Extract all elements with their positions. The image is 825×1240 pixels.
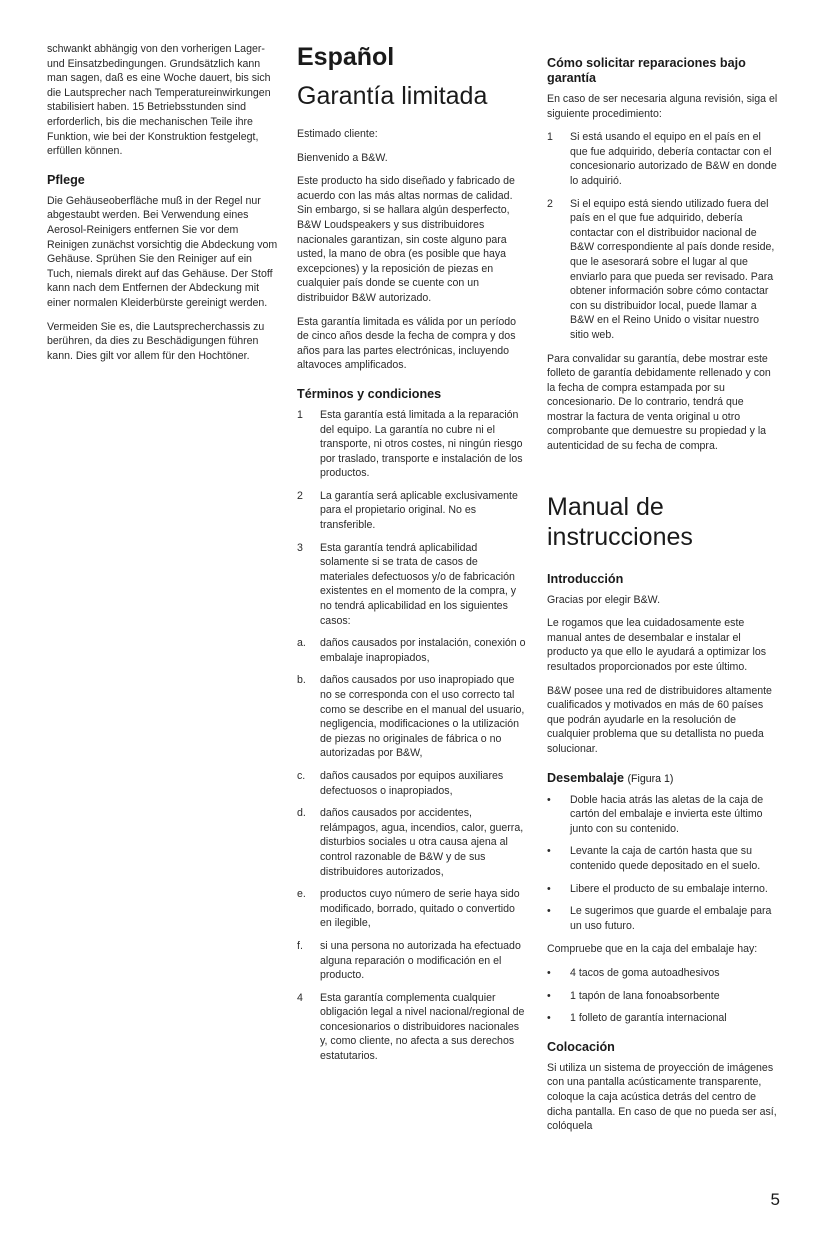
list-item-text: daños causados por uso inapropiado que no se corresponda con el uso correcto tal como se describe en el manual del usuario, negligencia, modificaciones o la utilización de piezas no originales de fábrica o no autorizadas por B&W, xyxy=(320,674,525,760)
list-item-text: daños causados por equipos auxiliares defectuosos o inapropiados, xyxy=(320,769,504,797)
repair-heading: Cómo solicitar reparaciones bajo garantía xyxy=(547,56,746,85)
paragraph: Esta garantía limitada es válida por un período de cinco años desde la fecha de compra y dos años para las partes electrónicas, incluyendo altavoces amplificados. xyxy=(297,315,517,372)
list-item-text: Si está usando el equipo en el país en el que fue adquirido, debería contactar con el concesionario autorizado de B&W en donde lo adquirió. xyxy=(570,131,777,187)
column-german xyxy=(47,42,280,372)
language-title: Español xyxy=(297,43,395,71)
placement-heading: Colocación xyxy=(547,1039,615,1054)
bullet-icon: • xyxy=(547,966,551,979)
paragraph: Vermeiden Sie es, die Lautsprecherchassis zu berühren, da dies zu Beschädigungen führen kann. Dies gilt vor allem für den Hochtöner. xyxy=(47,320,265,362)
list-item-text: Doble hacia atrás las aletas de la caja de cartón del embalaje e invierta este último junto con su contenido. xyxy=(570,793,764,835)
list-marker: 4 xyxy=(297,991,303,1004)
list-item-text: si una persona no autorizada ha efectuado alguna reparación o modificación en el producto. xyxy=(320,939,521,982)
repair-steps-list xyxy=(547,130,780,342)
list-item-text: 1 tapón de lana fonoabsorbente xyxy=(570,989,720,1002)
list-item-text: productos cuyo número de serie haya sido modificado, borrado, quitado o convertido en ilegible, xyxy=(320,888,520,930)
list-item xyxy=(547,904,780,933)
terms-heading: Términos y condiciones xyxy=(297,386,442,401)
column-warranty xyxy=(297,42,527,1073)
list-marker: f. xyxy=(297,939,303,952)
paragraph: Para convalidar su garantía, debe mostrar este folleto de garantía debidamente rellenado y con la fecha de compra estampada por su concesionario. De lo contrario, tendrá que mostrar la factura de venta original u otro comprobante que demuestre su propiedad y la autenticidad de su fecha de compra. xyxy=(547,352,771,453)
paragraph: Si utiliza un sistema de proyección de imágenes con una pantalla acústicamente transparente, coloque la caja acústica detrás del centro de dicha pantalla. En caso de que no pueda ser así, colóquela xyxy=(547,1061,777,1133)
list-item xyxy=(547,1011,780,1026)
list-item xyxy=(297,991,527,1064)
list-marker: 1 xyxy=(547,131,553,144)
list-item-text: Esta garantía está limitada a la reparación del equipo. La garantía no cubre ni el transporte, ni otros costes, ni ningún riesgo por traslado, transporte e instalación de los productos. xyxy=(320,408,523,480)
bullet-icon: • xyxy=(547,793,551,806)
list-item xyxy=(297,806,527,879)
bullet-icon: • xyxy=(547,905,551,918)
list-marker: 2 xyxy=(297,489,303,502)
paragraph: Le rogamos que lea cuidadosamente este manual antes de desembalar e instalar el producto ya que ello le ayudará a optimizar los resultados proporcionados por este último. xyxy=(547,617,767,674)
figure-reference: (Figura 1) xyxy=(627,772,674,785)
list-item xyxy=(297,673,527,761)
section-heading-pflege: Pflege xyxy=(47,172,85,187)
list-item xyxy=(297,408,527,481)
page-number: 5 xyxy=(770,1190,780,1209)
list-item-text: daños causados por accidentes, relámpagos, agua, incendios, calor, guerra, disturbios sociales u otra causa ajena al control razonable de B&W y de sus distribuidores autorizados, xyxy=(320,807,524,878)
intro-heading: Introducción xyxy=(547,571,624,586)
list-item xyxy=(547,130,780,188)
column-manual xyxy=(547,42,780,1143)
list-marker: e. xyxy=(297,888,306,901)
paragraph: Compruebe que en la caja del embalaje hay: xyxy=(547,943,758,956)
contents-list xyxy=(547,966,780,1026)
list-item-text: daños causados por instalación, conexión o embalaje inapropiados, xyxy=(320,637,526,664)
warranty-title: Garantía limitada xyxy=(297,82,488,110)
list-item xyxy=(297,489,527,533)
list-item xyxy=(297,939,527,983)
list-item-text: 4 tacos de goma autoadhesivos xyxy=(570,966,720,979)
paragraph: Este producto ha sido diseñado y fabricado de acuerdo con las más altas normas de calidad. Sin embargo, si se hallara algún desperfecto, B&W Loudspeakers y sus distribuidores nacionales garantizan, sin coste alguno para usted, la mano de obra (es posible que haya excepciones) y la reposición de piezas en cualquier país donde se cuente con un distribuidor B&W autorizado. xyxy=(297,175,515,304)
greeting: Estimado cliente: xyxy=(297,128,378,140)
welcome-text: Bienvenido a B&W. xyxy=(297,151,388,164)
bullet-icon: • xyxy=(547,845,551,858)
paragraph: schwankt abhängig von den vorherigen Lager- und Einsatzbedingungen. Grundsätzlich kann man sagen, daß es eine Woche dauert, bis sich die Lautsprecher nach Temperatureinwirkungen stabilisiert haben. 15 Betriebsstunden sind erforderlich, bis die mechanischen Teile ihre Funktion, wie bei der Konstruktion festgelegt, erfüllen können. xyxy=(47,43,271,158)
list-marker: 2 xyxy=(547,197,553,210)
paragraph: B&W posee una red de distribuidores altamente cualificados y motivados en más de 60 países que podrán ayudarle en la resolución de cualquier problema que su detallista no pueda solucionar. xyxy=(547,684,772,755)
manual-title: Manual de instrucciones xyxy=(547,492,693,551)
unpack-heading xyxy=(547,771,780,787)
list-item-text: Esta garantía complementa cualquier obligación legal a nivel nacional/regional de concesionarios o distribuidores nacionales y, como cliente, no afecta a sus derechos estatutarios. xyxy=(320,991,525,1063)
list-item-text: Esta garantía tendrá aplicabilidad solamente si se trata de casos de materiales defectuosos y/o de fabricación existentes en el momento de la compra, y no tendrá aplicabilidad en los siguientes casos: xyxy=(320,541,517,627)
paragraph: En caso de ser necesaria alguna revisión, siga el siguiente procedimiento: xyxy=(547,93,778,120)
paragraph: Gracias por elegir B&W. xyxy=(547,593,661,606)
list-item-text: La garantía será aplicable exclusivamente para el propietario original. No es transferible. xyxy=(320,489,518,532)
list-marker: d. xyxy=(297,807,306,820)
list-item xyxy=(547,197,780,343)
list-item xyxy=(547,989,780,1004)
list-item-text: Levante la caja de cartón hasta que su contenido quede depositado en el suelo. xyxy=(570,845,761,872)
list-marker: c. xyxy=(297,769,306,782)
unpack-bullet-list xyxy=(547,793,780,934)
list-item-text: 1 folleto de garantía internacional xyxy=(570,1012,727,1025)
bullet-icon: • xyxy=(547,989,551,1002)
bullet-icon: • xyxy=(547,882,551,895)
unpack-heading-text: Desembalaje xyxy=(547,770,625,785)
list-item xyxy=(297,887,527,931)
paragraph: Die Gehäuseoberfläche muß in der Regel nur abgestaubt werden. Bei Verwendung eines Aerosol-Reinigers entfernen Sie vor dem Reinigen zunächst vorsichtig die Abdeckung vom Gehäuse. Sprühen Sie den Reiniger auf ein Tuch, niemals direkt auf das Gehäuse. Der Stoff kann nach dem Entfernen der Abdeckung mit einer normalen Kleiderbürste gereinigt werden. xyxy=(47,194,278,309)
list-marker: b. xyxy=(297,674,306,687)
terms-list xyxy=(297,408,527,1064)
list-item xyxy=(547,844,780,873)
bullet-icon: • xyxy=(547,1012,551,1025)
list-item xyxy=(297,769,527,798)
list-item-text: Si el equipo está siendo utilizado fuera del país en el que fue adquirido, debería contactar con el distribuidor nacional de B&W correspondiente al país donde reside, que le asesorará sobre el lugar al que enviarlo para que pueda ser revisado. Para obtener información sobre cómo contactar con su distribuidor local, puede llamar a B&W en el Reino Unido o visitar nuestro sitio web. xyxy=(570,197,775,341)
list-item xyxy=(297,636,527,665)
list-marker: 1 xyxy=(297,408,303,421)
list-marker: 3 xyxy=(297,541,303,554)
list-item xyxy=(297,541,527,629)
list-item-text: Libere el producto de su embalaje interno. xyxy=(570,882,768,895)
list-item-text: Le sugerimos que guarde el embalaje para un uso futuro. xyxy=(570,905,772,932)
list-item xyxy=(547,882,780,897)
list-marker: a. xyxy=(297,637,306,650)
list-item xyxy=(547,793,780,837)
list-item xyxy=(547,966,780,981)
